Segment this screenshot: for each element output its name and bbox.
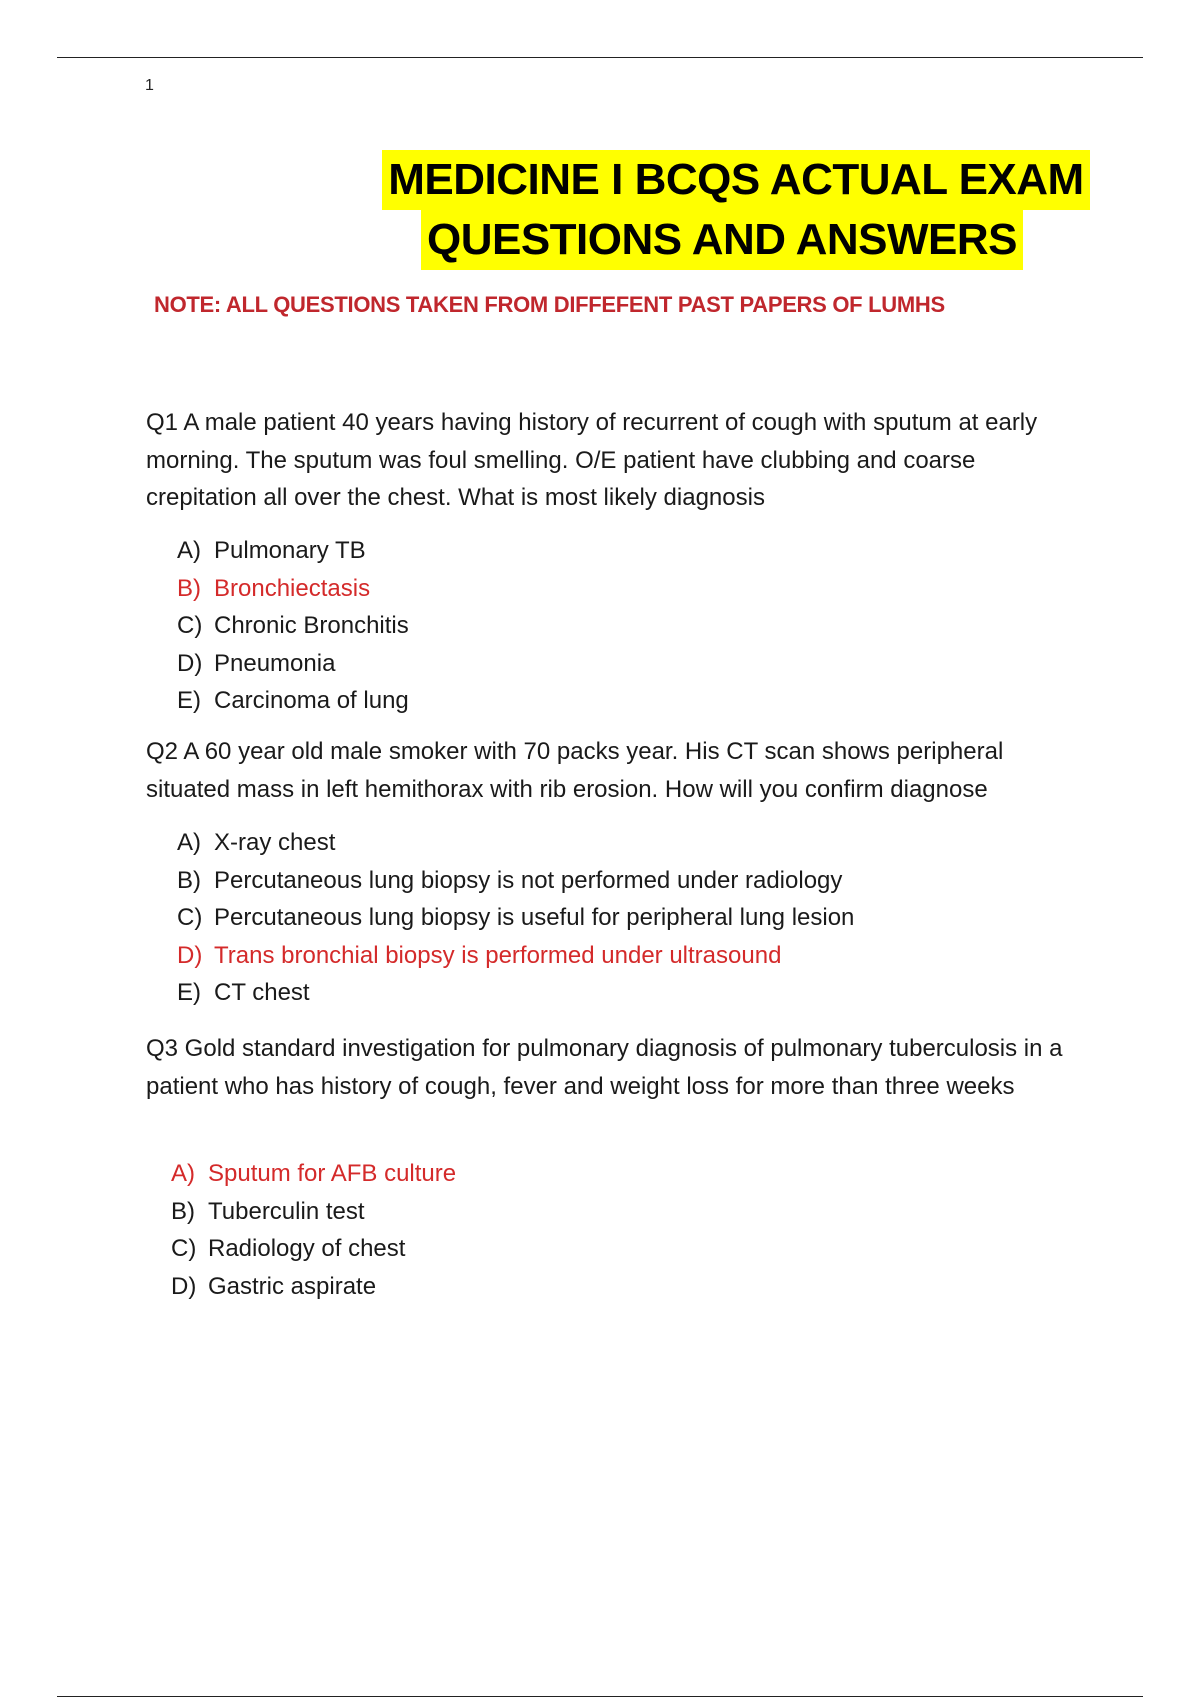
option-letter: A) bbox=[177, 829, 201, 856]
title-line-2: QUESTIONS AND ANSWERS bbox=[421, 210, 1023, 270]
option-letter: A) bbox=[177, 537, 201, 564]
correct-option-item bbox=[171, 1155, 456, 1193]
option-letter: D) bbox=[177, 649, 203, 677]
option-text: Gastric aspirate bbox=[208, 1272, 377, 1300]
option-letter: C) bbox=[171, 1235, 197, 1262]
option-item bbox=[171, 1268, 456, 1306]
option-item bbox=[171, 1230, 456, 1268]
option-text: Sputum for AFB culture bbox=[208, 1160, 457, 1187]
option-text: Carcinoma of lung bbox=[214, 687, 409, 714]
header-rule bbox=[57, 57, 1143, 58]
option-text: Percutaneous lung biopsy is useful for peripheral lung lesion bbox=[214, 904, 855, 931]
question-3: Q3 Gold standard investigation for pulmonary diagnosis of pulmonary tuberculosis in a patient who has history of cough, fever and weight loss for more than three weeks bbox=[146, 1035, 1063, 1100]
option-letter: E) bbox=[177, 979, 201, 1006]
question-1: Q1 A male patient 40 years having history of recurrent of cough with sputum at early morning. The sputum was foul smelling. O/E patient have clubbing and coarse crepitation all over the chest. What is most likely diagnosis bbox=[146, 409, 1038, 511]
option-letter: E) bbox=[177, 687, 201, 714]
source-note: NOTE: ALL QUESTIONS TAKEN FROM DIFFEFENT PAST PAPERS OF LUMHS bbox=[154, 292, 945, 317]
option-item bbox=[177, 682, 409, 720]
option-text: Pneumonia bbox=[214, 649, 336, 677]
option-text: Tuberculin test bbox=[208, 1197, 365, 1225]
option-item bbox=[177, 974, 854, 1012]
option-letter: A) bbox=[171, 1160, 195, 1187]
option-item bbox=[177, 532, 409, 570]
option-letter: B) bbox=[171, 1197, 195, 1225]
correct-option-item bbox=[177, 570, 409, 608]
question-1-options bbox=[177, 532, 409, 720]
option-text: Percutaneous lung biopsy is not performed under radiology bbox=[214, 866, 843, 894]
question-2: Q2 A 60 year old male smoker with 70 packs year. His CT scan shows peripheral situated mass in left hemithorax with rib erosion. How will you confirm diagnose bbox=[146, 738, 1004, 803]
option-text: Pulmonary TB bbox=[214, 537, 366, 564]
option-text: CT chest bbox=[214, 979, 310, 1006]
option-letter: D) bbox=[171, 1272, 197, 1300]
option-text: Chronic Bronchitis bbox=[214, 612, 409, 639]
option-text: Radiology of chest bbox=[208, 1235, 406, 1262]
correct-option-item bbox=[177, 937, 854, 975]
option-item bbox=[177, 607, 409, 645]
footer-rule bbox=[57, 1696, 1143, 1697]
option-text: Bronchiectasis bbox=[214, 574, 371, 602]
option-item bbox=[177, 862, 854, 900]
option-text: X-ray chest bbox=[214, 829, 336, 856]
option-letter: D) bbox=[177, 941, 203, 969]
document-title bbox=[300, 150, 1140, 270]
option-text: Trans bronchial biopsy is performed under ultrasound bbox=[214, 941, 782, 969]
title-line-1: MEDICINE I BCQS ACTUAL EXAM bbox=[382, 150, 1089, 210]
option-letter: B) bbox=[177, 574, 201, 602]
option-letter: B) bbox=[177, 866, 201, 894]
option-item bbox=[177, 824, 854, 862]
option-item bbox=[177, 899, 854, 937]
question-3-options bbox=[171, 1155, 456, 1305]
question-2-options bbox=[177, 824, 854, 1012]
option-item bbox=[171, 1193, 456, 1231]
page-number: 1 bbox=[145, 77, 154, 94]
option-item bbox=[177, 645, 409, 683]
option-letter: C) bbox=[177, 904, 203, 931]
option-letter: C) bbox=[177, 612, 203, 639]
